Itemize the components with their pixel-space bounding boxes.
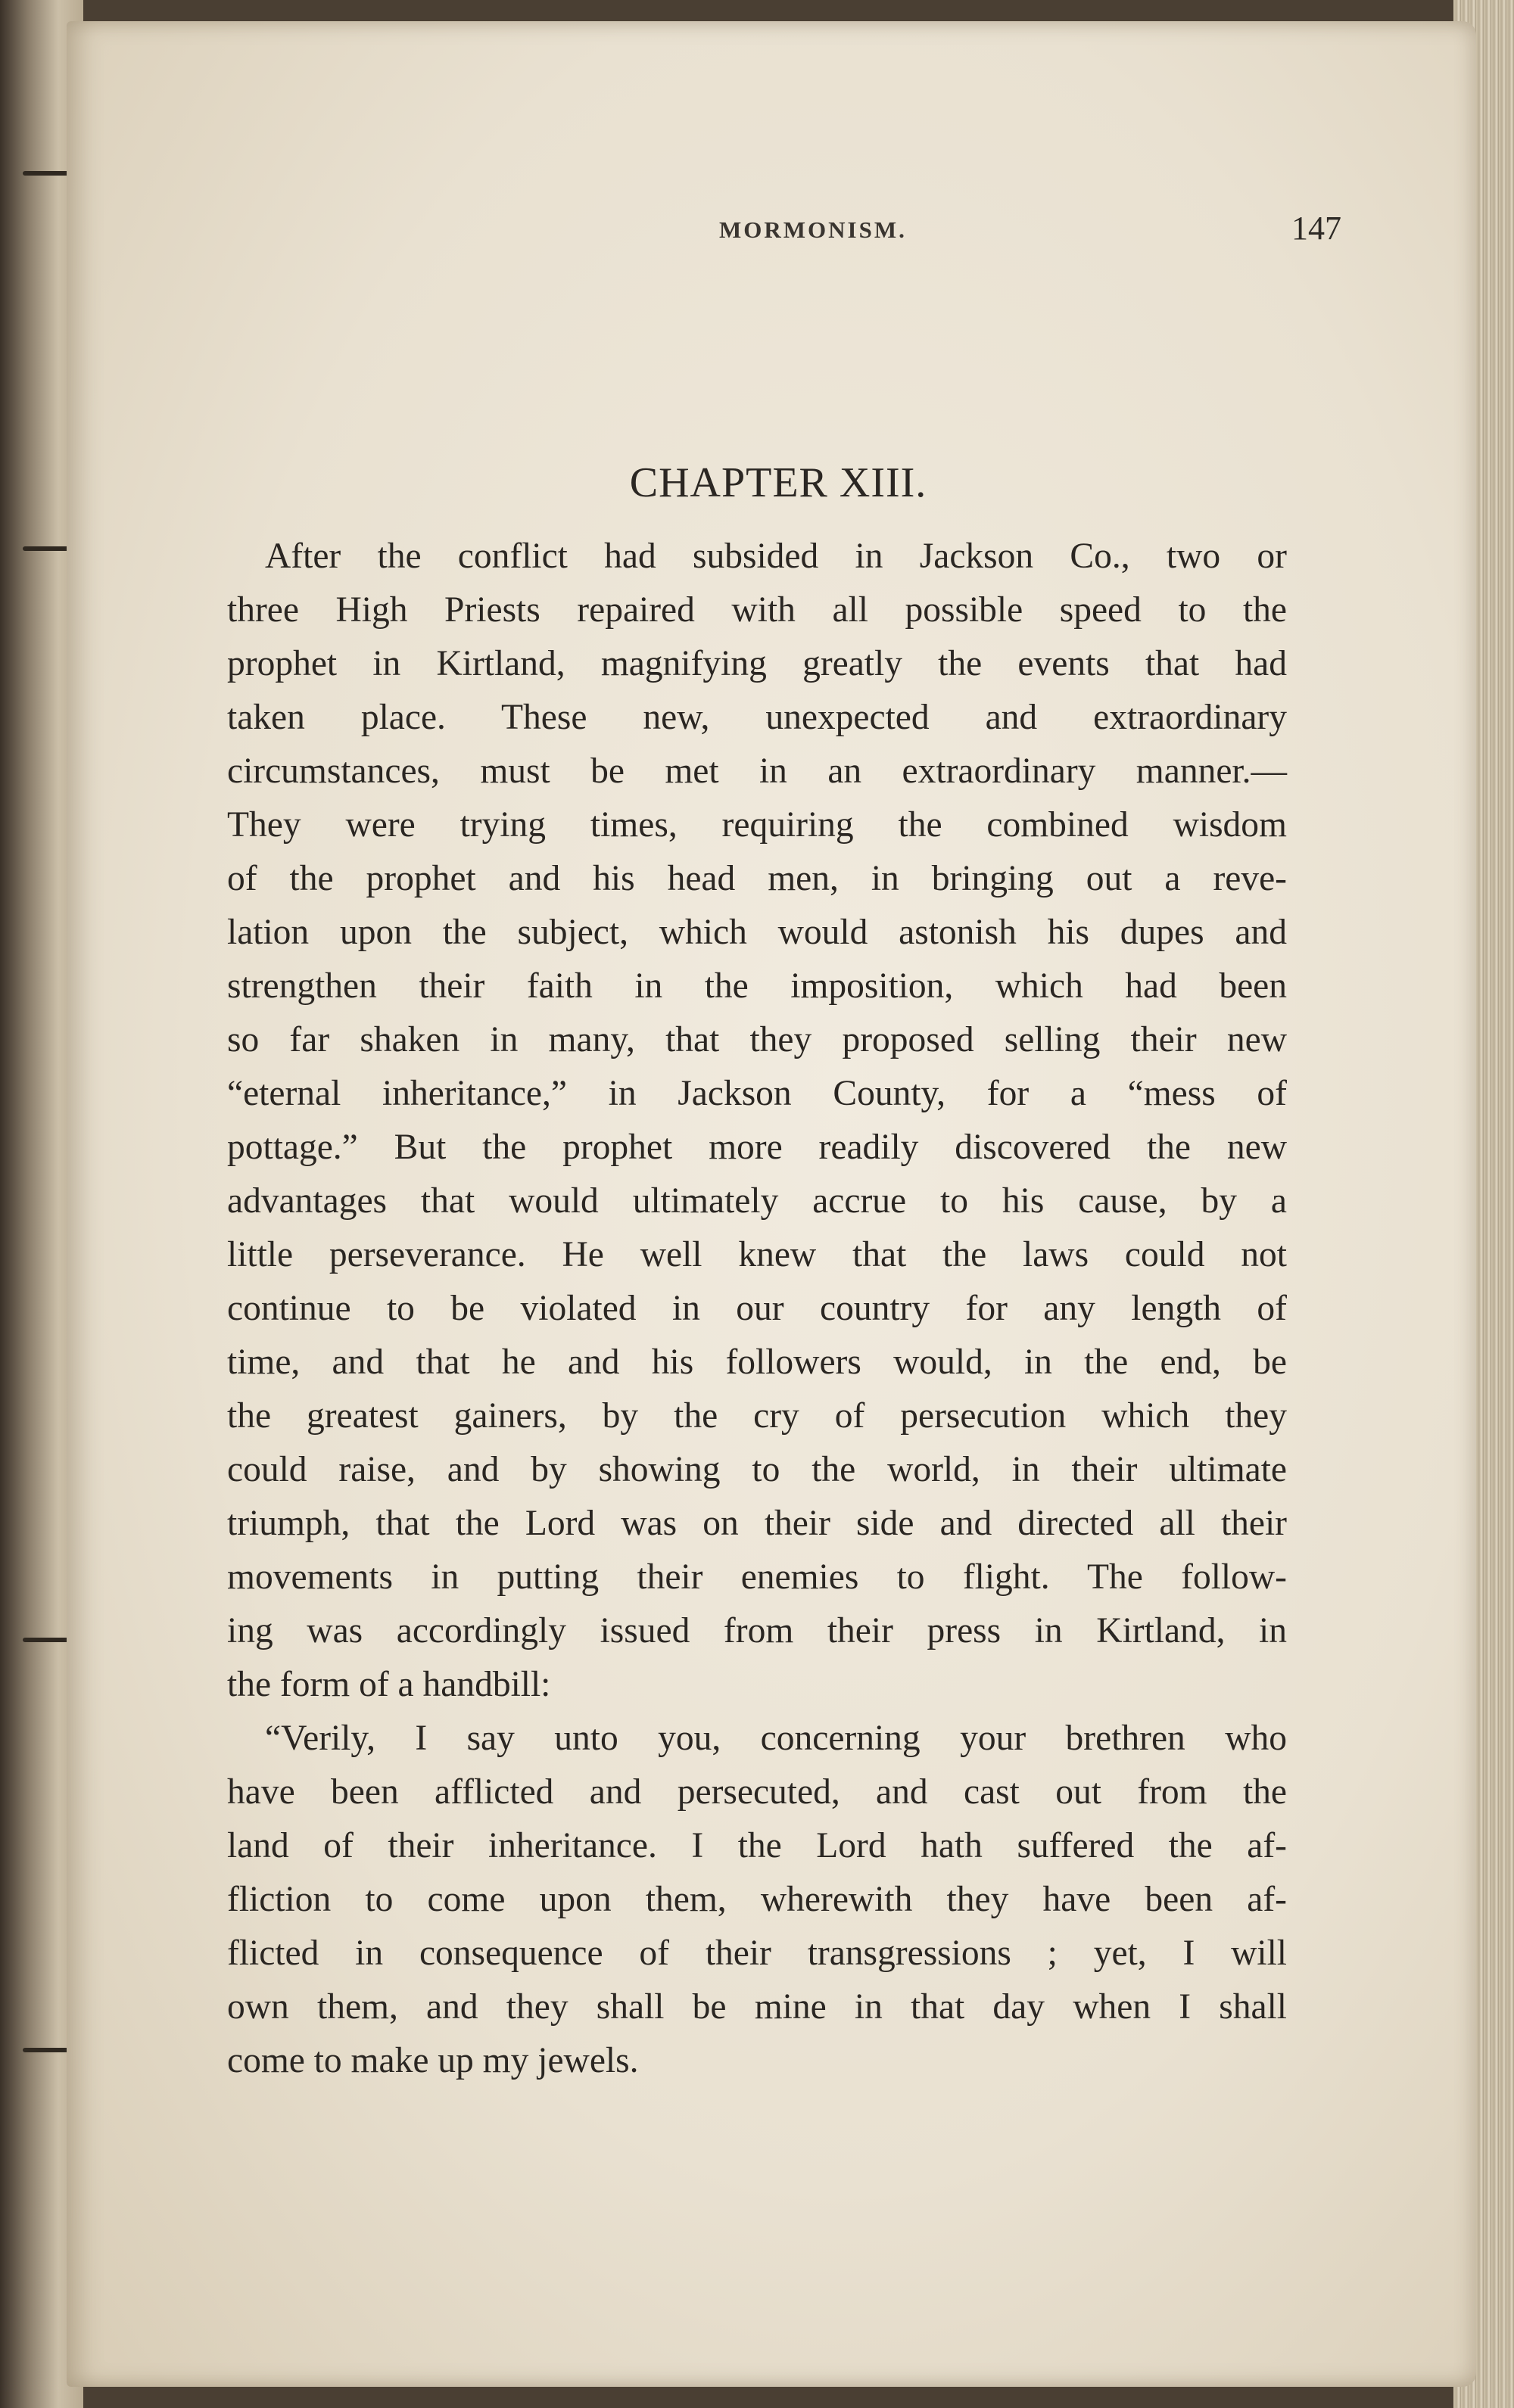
text-line: circumstances, must be met in an extraordinary manner.— [227,751,1287,791]
text-line: lation upon the subject, which would astonish his dupes and [227,913,1287,952]
text-line: land of their inheritance. I the Lord hath suffered the af- [227,1826,1287,1865]
text-line: come to make up my jewels. [227,2041,639,2080]
text-line: of the prophet and his head men, in bringing out a reve- [227,859,1287,898]
text-line: They were trying times, requiring the combined wisdom [227,805,1287,845]
text-line: the greatest gainers, by the cry of persecution which they [227,1396,1287,1436]
text-line: taken place. These new, unexpected and extraordinary [227,698,1287,737]
text-line: strengthen their faith in the imposition, which had been [227,966,1287,1006]
text-line: so far shaken in many, that they proposed selling their new [227,1020,1287,1059]
text-line: ing was accordingly issued from their press in Kirtland, in [227,1611,1287,1650]
running-title: MORMONISM. [719,216,907,243]
text-line: “eternal inheritance,” in Jackson County, for a “mess of [227,1074,1287,1113]
text-line: triumph, that the Lord was on their side and directed all their [227,1504,1287,1543]
text-line: the form of a handbill: [227,1665,551,1704]
text-line: time, and that he and his followers would, in the end, be [227,1342,1287,1382]
text-line: movements in putting their enemies to flight. The follow- [227,1557,1287,1597]
text-line: After the conflict had subsided in Jackson Co., two or [265,537,1287,576]
text-line: fliction to come upon them, wherewith they have been af- [227,1880,1287,1919]
text-line: little perseverance. He well knew that the laws could not [227,1235,1287,1274]
text-line: could raise, and by showing to the world, in their ultimate [227,1450,1287,1489]
body-text [227,530,1287,2088]
running-head [67,209,1476,254]
text-line: three High Priests repaired with all possible speed to the [227,590,1287,630]
text-line: continue to be violated in our country for any length of [227,1289,1287,1328]
paragraph [227,530,1287,1712]
text-line: “Verily, I say unto you, concerning your brethren who [265,1719,1287,1758]
chapter-title: CHAPTER XIII. [629,459,927,506]
text-line: own them, and they shall be mine in that day when I shall [227,1987,1287,2027]
page-number: 147 [1291,210,1341,247]
text-line: prophet in Kirtland, magnifying greatly the events that had [227,644,1287,683]
quoted-revelation-paragraph [227,1712,1287,2088]
text-line: advantages that would ultimately accrue to his cause, by a [227,1181,1287,1221]
text-line: flicted in consequence of their transgressions ; yet, I will [227,1934,1287,1973]
text-line: have been afflicted and persecuted, and cast out from the [227,1772,1287,1812]
text-line: pottage.” But the prophet more readily discovered the new [227,1128,1287,1167]
